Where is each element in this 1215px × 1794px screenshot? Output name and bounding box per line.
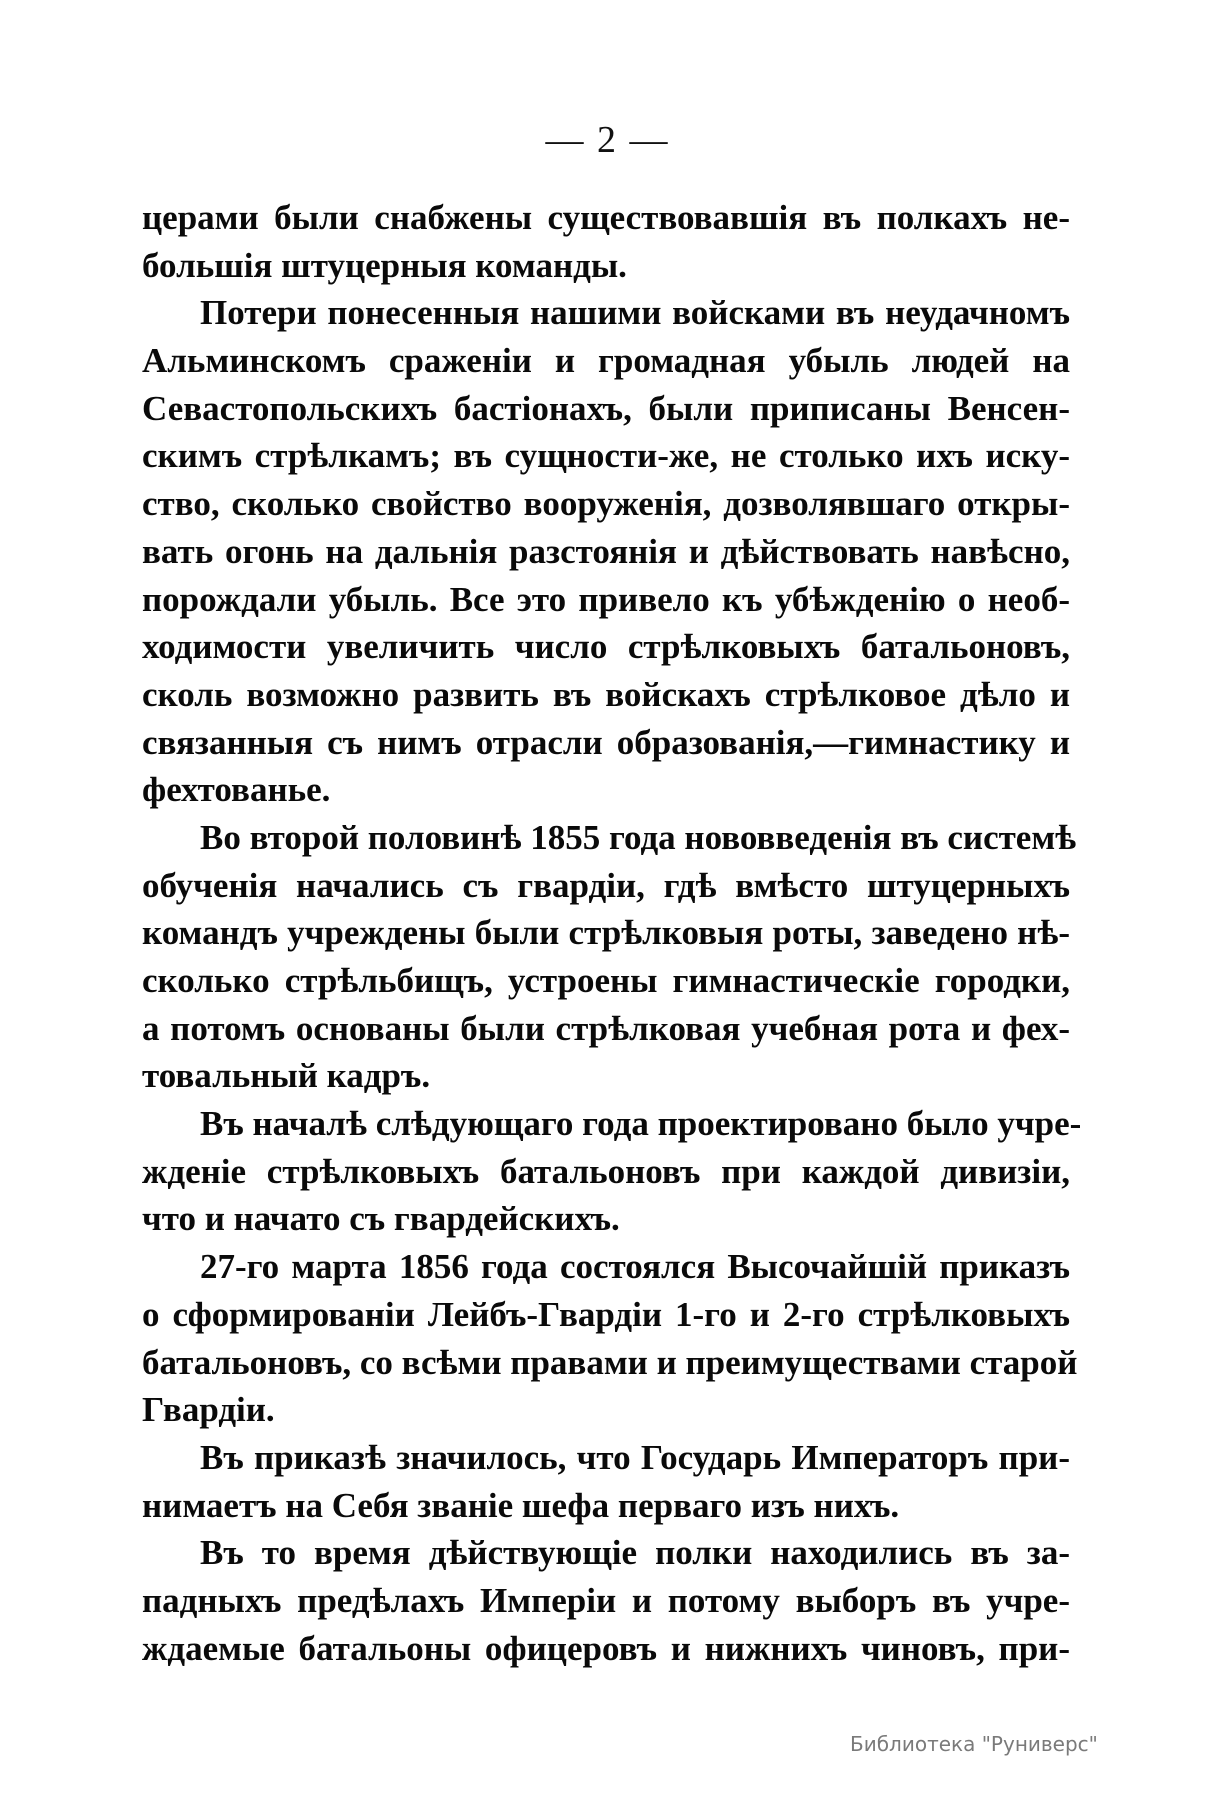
text-line: фехтованье. (142, 770, 331, 810)
text-line: падныхъ предѣлахъ Имперіи и потому выборъ въ учре- (142, 1580, 1070, 1620)
text-line: церами были снабжены существовавшія въ полкахъ не- (142, 198, 1070, 237)
text-line: что и начато съ гвардейскихъ. (142, 1199, 620, 1239)
text-line: сколь возможно развить въ войскахъ стрѣлковое дѣло и (142, 674, 1070, 714)
text-line: батальоновъ, со всѣми правами и преимуществами старой (142, 1342, 1078, 1382)
body-text (142, 194, 1082, 1672)
text-line: обученія начались съ гвардіи, гдѣ вмѣсто штуцерныхъ (142, 865, 1070, 905)
text-line: жденіе стрѣлковыхъ батальоновъ при каждой дивизіи, (142, 1151, 1070, 1191)
text-line: вать огонь на дальнія разстоянія и дѣйствовать навѣсно, (142, 531, 1070, 571)
text-line: Потери понесенныя нашими войсками въ неудачномъ (200, 293, 1070, 333)
text-line: Альминскомъ сраженіи и громадная убыль людей на (142, 341, 1070, 381)
text-line: Въ приказѣ значилось, что Государь Императоръ при- (200, 1437, 1070, 1477)
text-line: Въ началѣ слѣдующаго года проектировано было учре- (200, 1104, 1082, 1144)
text-line: порождали убыль. Все это привело къ убѣжденію о необ- (142, 579, 1070, 619)
text-line: командъ учреждены были стрѣлковыя роты, заведено нѣ- (142, 913, 1070, 953)
text-line: нимаетъ на Себя званіе шефа перваго изъ нихъ. (142, 1485, 900, 1525)
text-line: о сформированіи Лейбъ-Гвардіи 1-го и 2-го стрѣлковыхъ (142, 1294, 1070, 1334)
page-number: — 2 — (545, 119, 670, 161)
text-line: сколько стрѣльбищъ, устроены гимнастическіе городки, (142, 961, 1070, 1000)
text-line: Севастопольскихъ бастіонахъ, были приписаны Венсен- (142, 388, 1070, 428)
text-line: а потомъ основаны были стрѣлковая учебная рота и фех- (142, 1008, 1070, 1048)
text-line: 27-го марта 1856 года состоялся Высочайшій приказъ (200, 1247, 1070, 1287)
text-line: скимъ стрѣлкамъ; въ сущности-же, не столько ихъ иску- (142, 436, 1070, 476)
text-line: связанныя съ нимъ отрасли образованія,—гимнастику и (142, 722, 1070, 762)
text-line: Гвардіи. (142, 1390, 275, 1430)
library-watermark: Библиотека "Руниверс" (850, 1732, 1098, 1756)
text-line: большія штуцерныя команды. (142, 245, 627, 285)
text-line: ждаемые батальоны офицеровъ и нижнихъ чиновъ, при- (142, 1628, 1070, 1668)
text-line: Во второй половинѣ 1855 года нововведенія въ системѣ (200, 817, 1077, 857)
text-line: ходимости увеличить число стрѣлковыхъ батальоновъ, (142, 627, 1070, 667)
text-line: Въ то время дѣйствующіе полки находились въ за- (200, 1533, 1070, 1573)
text-line: товальный кадръ. (142, 1056, 431, 1096)
text-line: ство, сколько свойство вооруженія, дозволявшаго откры- (142, 484, 1070, 524)
